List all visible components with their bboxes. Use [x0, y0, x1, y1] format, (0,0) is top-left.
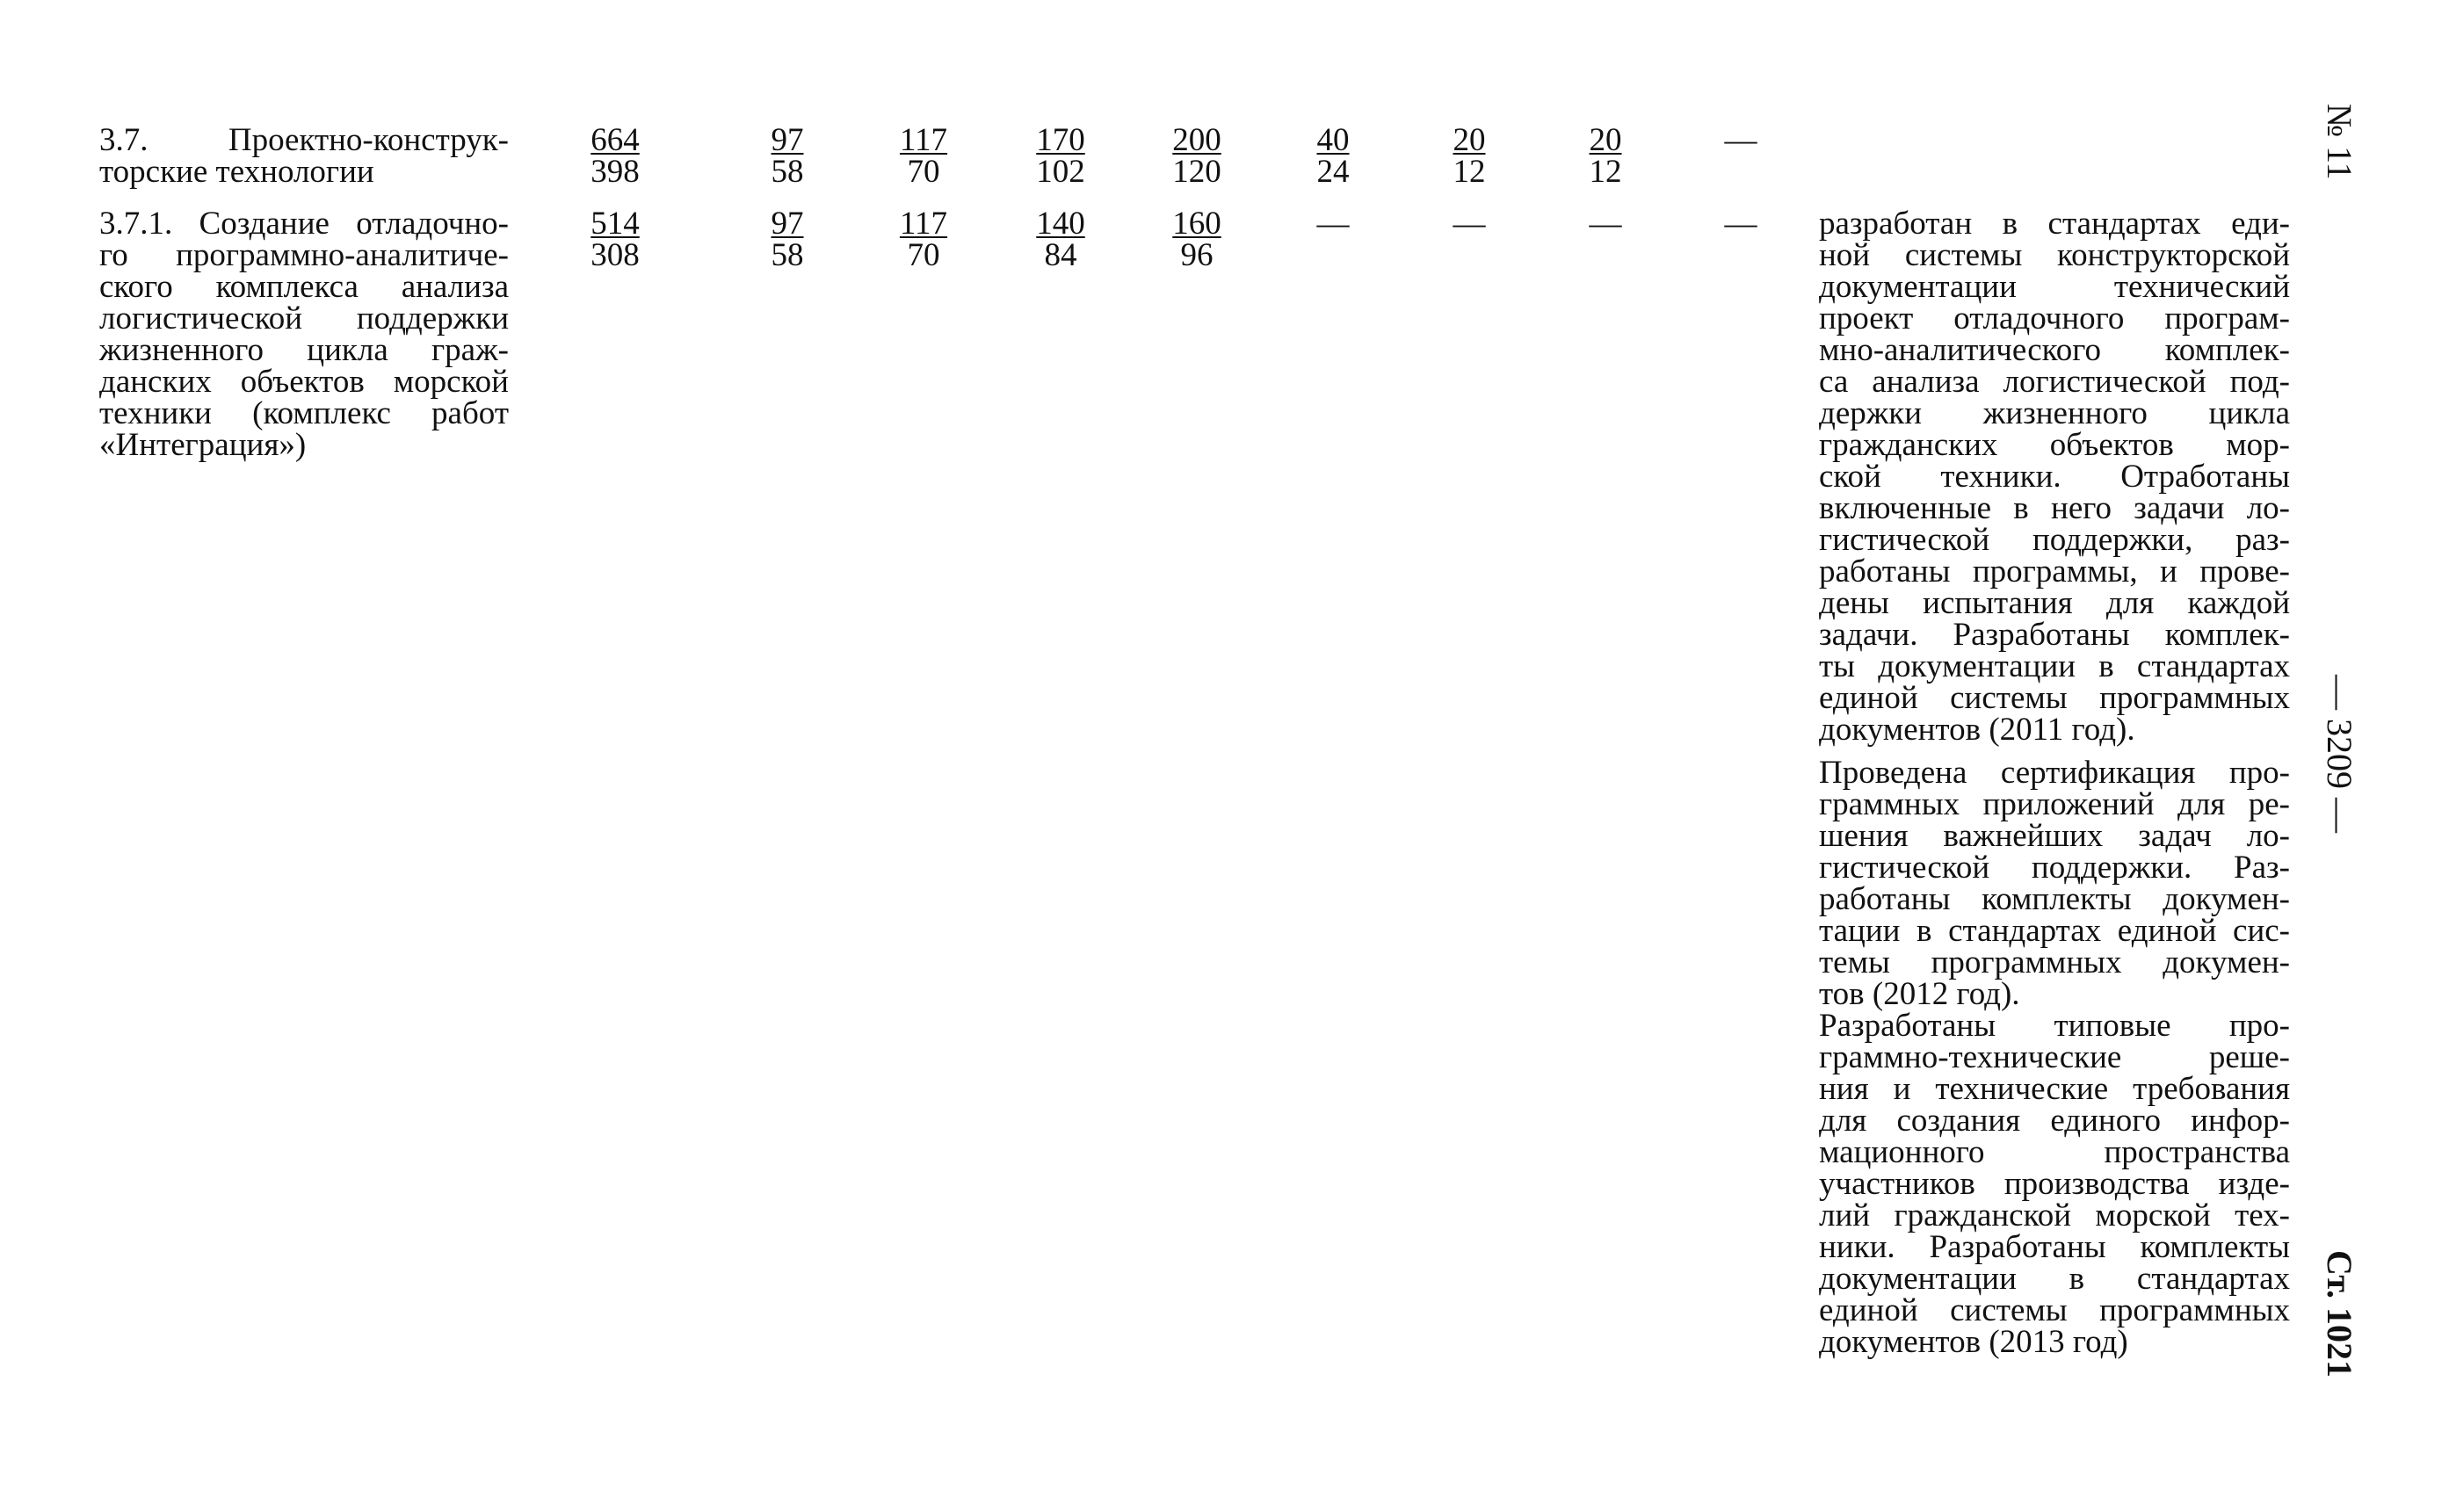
result-line: ники. Разработаны комплекты	[1819, 1229, 2290, 1265]
value-cell-year-6	[1417, 122, 1522, 190]
row-title-line: 3.7. Проектно-конструк-	[99, 122, 509, 158]
result-paragraph-2012	[1819, 757, 2290, 1010]
result-line: тации в стандартах единой сис-	[1819, 913, 2290, 949]
row-title-line: логистической поддержки	[99, 300, 509, 336]
value-denominator: 12	[1589, 154, 1622, 190]
result-line: включенные в него задачи ло-	[1819, 490, 2290, 526]
result-line: гражданских объектов мор-	[1819, 427, 2290, 463]
result-paragraph-2011	[1819, 208, 2290, 746]
empty-dash: —	[1316, 206, 1350, 242]
value-cell-total	[562, 122, 668, 190]
value-numerator: 97	[771, 206, 804, 242]
value-denominator: 120	[1172, 154, 1221, 190]
value-denominator: 308	[591, 237, 640, 273]
value-numerator: 664	[591, 122, 640, 158]
result-line: документации технический	[1819, 269, 2290, 305]
value-cell-year-1	[735, 208, 840, 271]
result-line: ной системы конструкторской	[1819, 237, 2290, 273]
value-cell-total	[562, 208, 668, 271]
row-title-line: «Интеграция»)	[99, 427, 307, 463]
value-numerator: 200	[1172, 122, 1221, 158]
result-paragraph-2013	[1819, 1010, 2290, 1358]
result-line: шения важнейших задач ло-	[1819, 818, 2290, 854]
result-line: единой системы программных	[1819, 1292, 2290, 1328]
value-numerator: 117	[899, 122, 948, 158]
result-line: единой системы программных	[1819, 680, 2290, 716]
margin-running-header	[2313, 104, 2366, 1378]
result-line: гистической поддержки. Раз-	[1819, 850, 2290, 886]
issue-number: № 11	[2320, 104, 2359, 180]
result-line: документов (2011 год).	[1819, 712, 2135, 748]
result-line: разработан в стандартах еди-	[1819, 206, 2290, 242]
row-title-line: ского комплекса анализа	[99, 269, 509, 305]
value-denominator: 96	[1180, 237, 1214, 273]
value-denominator: 70	[907, 237, 940, 273]
value-numerator: 117	[899, 206, 948, 242]
value-numerator: 40	[1316, 122, 1350, 158]
value-cell-year-4	[1144, 208, 1250, 271]
value-denominator: 102	[1036, 154, 1085, 190]
value-cell-year-2	[871, 208, 976, 271]
value-numerator: 140	[1036, 206, 1085, 242]
row-title-line: 3.7.1. Создание отладочно-	[99, 206, 509, 242]
result-line: Проведена сертификация про-	[1819, 755, 2290, 791]
result-line: дены испытания для каждой	[1819, 585, 2290, 621]
value-numerator: 160	[1172, 206, 1221, 242]
result-line: гистической поддержки, раз-	[1819, 522, 2290, 558]
row-title-3-7-1	[99, 208, 509, 461]
value-numerator: 97	[771, 122, 804, 158]
value-numerator: 514	[591, 206, 640, 242]
row-title-line: данских объектов морской	[99, 364, 509, 400]
value-denominator: 12	[1453, 154, 1486, 190]
result-line: ты документации в стандартах	[1819, 648, 2290, 684]
result-line: документов (2013 год)	[1819, 1324, 2128, 1360]
result-line: лий гражданской морской тех-	[1819, 1197, 2290, 1233]
result-line: задачи. Разработаны комплек-	[1819, 617, 2290, 653]
result-line: работаны комплекты докумен-	[1819, 881, 2290, 917]
result-line: граммных приложений для ре-	[1819, 786, 2290, 822]
result-line: участников производства изде-	[1819, 1166, 2290, 1202]
empty-dash: —	[1724, 206, 1757, 242]
row-title-line: го программно-аналитиче-	[99, 237, 509, 273]
value-denominator: 398	[591, 154, 640, 190]
value-numerator: 20	[1453, 122, 1486, 158]
value-cell-year-3	[1008, 122, 1113, 190]
value-cell-year-5	[1280, 122, 1386, 190]
result-line: держки жизненного цикла	[1819, 395, 2290, 431]
result-line: работаны программы, и прове-	[1819, 553, 2290, 590]
empty-dash: —	[1589, 206, 1622, 242]
empty-dash: —	[1453, 206, 1486, 242]
row-title-line: жизненного цикла граж-	[99, 332, 509, 368]
value-cell-year-2	[871, 122, 976, 190]
result-line: тов (2012 год).	[1819, 976, 2020, 1012]
page-number: — 3209 —	[2320, 675, 2359, 833]
value-cell-year-1	[735, 122, 840, 190]
result-line: документации в стандартах	[1819, 1261, 2290, 1297]
result-line: ния и технические требования	[1819, 1071, 2290, 1107]
article-number: Ст. 1021	[2320, 1250, 2359, 1378]
value-denominator: 70	[907, 154, 940, 190]
result-line: ской техники. Отработаны	[1819, 459, 2290, 495]
result-line: граммно-технические реше-	[1819, 1039, 2290, 1075]
value-numerator: 20	[1589, 122, 1622, 158]
value-cell-year-4	[1144, 122, 1250, 190]
result-line: проект отладочного програм-	[1819, 300, 2290, 336]
result-line: мно-аналитического комплек-	[1819, 332, 2290, 368]
result-line: мационного пространства	[1819, 1134, 2290, 1170]
value-cell-year-7	[1553, 122, 1658, 190]
value-denominator: 58	[771, 154, 804, 190]
result-line: Разработаны типовые про-	[1819, 1008, 2290, 1044]
row-title-line: торские технологии	[99, 154, 374, 190]
row-title-line: техники (комплекс работ	[99, 395, 509, 431]
value-denominator: 84	[1044, 237, 1077, 273]
value-denominator: 24	[1316, 154, 1350, 190]
value-denominator: 58	[771, 237, 804, 273]
row-title-3-7	[99, 122, 509, 190]
empty-dash: —	[1724, 122, 1757, 158]
value-numerator: 170	[1036, 122, 1085, 158]
value-cell-year-3	[1008, 208, 1113, 271]
result-line: темы программных докумен-	[1819, 944, 2290, 980]
result-line: для создания единого инфор-	[1819, 1103, 2290, 1139]
result-line: са анализа логистической под-	[1819, 364, 2290, 400]
